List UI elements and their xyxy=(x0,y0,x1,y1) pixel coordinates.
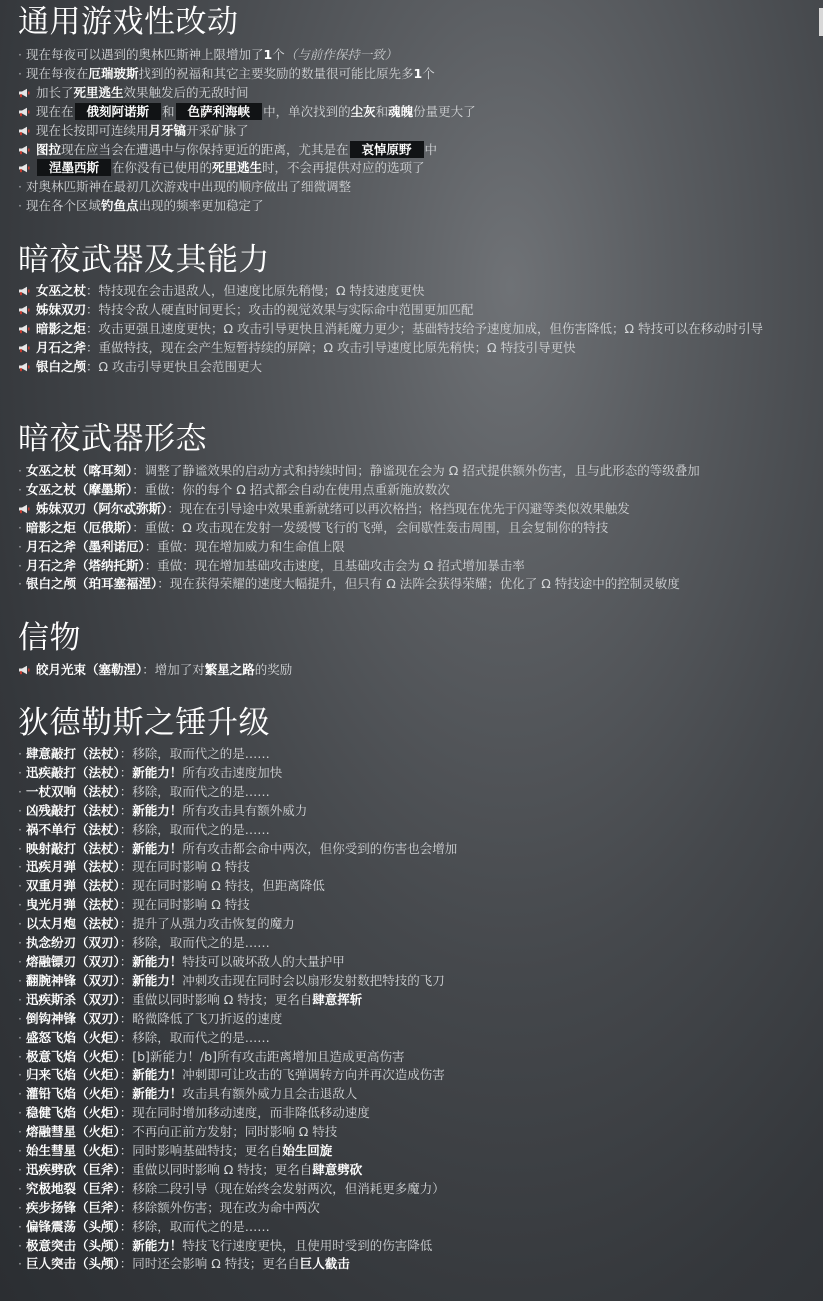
dot-icon: · xyxy=(18,1218,22,1234)
bold-term: 凶残敲打（法杖） xyxy=(25,802,120,818)
dot-icon: · xyxy=(18,764,22,780)
item-text: ：重做以同时影响 Ω 特技；更名自 xyxy=(119,1161,313,1177)
section-daedalus-hammer xyxy=(18,703,458,1272)
bold-term: 肆意挥斩 xyxy=(312,991,363,1007)
bold-term: 姊妹双刃 xyxy=(36,301,87,317)
item-text: ：[b]新能力！/b]所有攻击距离增加且造成更高伤害 xyxy=(119,1048,405,1064)
bold-term: 以太月炮（法杖） xyxy=(25,916,120,932)
dot-icon: · xyxy=(18,1048,22,1064)
dot-icon: · xyxy=(18,65,22,81)
item-text: ： xyxy=(119,1237,133,1253)
item-text: 特技可以破坏敌人的大量护甲 xyxy=(182,953,345,969)
list-item xyxy=(18,1255,818,1274)
item-text: ：特技现在会击退敌人，但速度比原先稍慢；Ω 特技速度更快 xyxy=(86,283,425,298)
item-text: ：现在在引导途中效果重新就绪可以再次格挡；格挡现在优先于闪避等类似效果触发 xyxy=(167,500,630,516)
bold-term: 巨人截击 xyxy=(299,1256,350,1272)
list-item xyxy=(18,745,818,764)
bold-term: 女巫之杖（喀耳刻） xyxy=(25,463,133,478)
location-tag: 俄刻阿诺斯 xyxy=(75,103,162,120)
section-title: 通用游戏性改动 xyxy=(18,4,239,40)
item-list xyxy=(18,661,818,680)
dot-icon: · xyxy=(18,1143,22,1159)
bold-term: 月石之斧 xyxy=(36,339,87,355)
dot-icon: · xyxy=(18,802,22,818)
item-text: ：重做：现在增加基础攻击速度，且基础攻击会为 Ω 招式增加暴击率 xyxy=(144,557,525,573)
dot-icon: · xyxy=(18,897,22,913)
bold-term: 盛怒飞焰（火炬） xyxy=(25,1029,120,1045)
item-text: ：增加了对 xyxy=(142,662,205,677)
list-item xyxy=(18,661,818,680)
bold-term: 始生回旋 xyxy=(282,1143,333,1159)
item-text: ：同时还会影响 Ω 特技；更名自 xyxy=(119,1256,300,1272)
bold-term: 极意飞焰（火炬） xyxy=(25,1048,120,1064)
item-text: ：现在同时影响 Ω 特技 xyxy=(119,859,250,875)
dot-icon: · xyxy=(18,878,22,894)
list-item xyxy=(18,500,818,519)
bold-term: 1 xyxy=(413,65,423,81)
item-text: 找到的祝福和其它主要奖励的数量很可能比原先多 xyxy=(138,65,414,81)
item-text: ： xyxy=(119,1067,133,1083)
dot-icon: · xyxy=(18,1161,22,1177)
item-text: ：移除，取而代之的是…… xyxy=(119,746,270,761)
bold-term: 新能力！ xyxy=(132,802,183,818)
dot-icon: · xyxy=(18,746,22,761)
bold-term: 映射敲打（法杖） xyxy=(25,840,120,856)
dot-icon: · xyxy=(18,859,22,875)
dot-icon: · xyxy=(18,481,22,497)
item-text: ：移除，取而代之的是…… xyxy=(119,935,270,951)
bold-term: 新能力！ xyxy=(132,840,183,856)
item-text: ：不再向正前方发射；同时影响 Ω 特技 xyxy=(119,1124,338,1140)
megaphone-icon xyxy=(18,324,30,334)
bold-term: 归来飞焰（火炬） xyxy=(25,1067,120,1083)
list-item xyxy=(18,1029,818,1048)
bold-term: 1 xyxy=(263,47,273,62)
location-tag: 哀悼原野 xyxy=(350,141,424,158)
item-text: ：重做：Ω 攻击现在发射一发缓慢飞行的飞弹，会间歇性轰击周围，且会复制你的特技 xyxy=(132,519,609,535)
bold-term: 迅疾月弹（法杖） xyxy=(25,859,120,875)
megaphone-icon xyxy=(18,286,30,296)
item-text: 开采矿脉了 xyxy=(186,122,249,138)
item-text: ： xyxy=(119,802,133,818)
item-text: ：现在同时影响 Ω 特技 xyxy=(119,897,250,913)
megaphone-icon xyxy=(18,163,30,173)
item-text: ： xyxy=(119,972,133,988)
item-text: 加长了 xyxy=(36,84,74,100)
item-text: 所有攻击都会命中两次，但你受到的伤害也会增加 xyxy=(182,840,458,856)
dot-icon: · xyxy=(18,198,22,214)
item-text: 时，不会再提供对应的选项了 xyxy=(262,160,425,176)
megaphone-icon xyxy=(18,305,30,315)
item-text: 所有攻击速度加快 xyxy=(182,764,283,780)
list-item xyxy=(18,141,818,160)
item-text: 冲刺即可让攻击的飞弹调转方向并再次造成伤害 xyxy=(182,1067,445,1083)
italic-note: （与前作保持一致） xyxy=(284,47,398,62)
item-text: 个 xyxy=(422,65,435,81)
item-text: 攻击具有额外威力且会击退敌人 xyxy=(182,1086,358,1102)
item-text: ：重做以同时影响 Ω 特技；更名自 xyxy=(119,991,313,1007)
list-item xyxy=(18,65,818,84)
list-item xyxy=(18,991,818,1010)
bold-term: 月牙镐 xyxy=(148,122,187,138)
item-list xyxy=(18,282,818,377)
list-item xyxy=(18,1085,818,1104)
list-item xyxy=(18,84,818,103)
item-text: 和 xyxy=(162,103,175,119)
bold-term: 祸不单行（法杖） xyxy=(25,821,120,837)
bold-term: 死里逃生 xyxy=(212,160,263,176)
item-text: 和 xyxy=(375,103,389,119)
bold-term: 熔融镖刃（双刃） xyxy=(25,953,120,969)
list-item xyxy=(18,320,818,339)
item-text: ：移除，取而代之的是…… xyxy=(119,821,270,837)
dot-icon: · xyxy=(18,463,22,478)
dot-icon: · xyxy=(18,1124,22,1140)
dot-icon: · xyxy=(18,1180,22,1196)
list-item xyxy=(18,1161,818,1180)
megaphone-icon xyxy=(18,107,30,117)
item-text: ：现在获得荣耀的速度大幅提升，但只有 Ω 法阵会获得荣耀；优化了 Ω 特技途中的控制灵敏度 xyxy=(157,576,680,592)
dot-icon: · xyxy=(18,935,22,951)
bold-term: 暗影之炬 xyxy=(36,320,87,336)
item-text: ：移除，取而代之的是…… xyxy=(119,783,270,799)
item-text: ：移除，取而代之的是…… xyxy=(119,1029,270,1045)
dot-icon: · xyxy=(18,953,22,969)
bold-term: 女巫之杖 xyxy=(36,283,87,298)
item-text: 效果触发后的无敌时间 xyxy=(123,84,249,100)
bold-term: 曳光月弹（法杖） xyxy=(25,897,120,913)
item-text: 现在应当会在遭遇中与你保持更近的距离，尤其是在 xyxy=(61,141,349,157)
list-item xyxy=(18,481,818,500)
bold-term: 肆意敲打（法杖） xyxy=(25,746,120,761)
section-title: 暗夜武器形态 xyxy=(18,421,207,457)
list-item xyxy=(18,934,818,953)
item-text: ：重做：你的每个 Ω 招式都会自动在使用点重新施放数次 xyxy=(132,481,450,497)
item-text: 现在各个区域 xyxy=(25,198,101,214)
item-text: ： xyxy=(119,953,133,969)
dot-icon: · xyxy=(18,1086,22,1102)
dot-icon: · xyxy=(18,991,22,1007)
item-text: ：现在同时影响 Ω 特技，但距离降低 xyxy=(119,878,325,894)
list-item xyxy=(18,1218,818,1237)
list-item xyxy=(18,197,818,216)
item-text: 现在在 xyxy=(36,103,74,119)
megaphone-icon xyxy=(18,88,30,98)
dot-icon: · xyxy=(18,916,22,932)
item-text: ：Ω 攻击引导更快且会范围更大 xyxy=(86,358,263,374)
item-text: ：特技令敌人硬直时间更长；攻击的视觉效果与实际命中范围更加匹配 xyxy=(86,301,474,317)
list-item xyxy=(18,896,818,915)
megaphone-icon xyxy=(18,362,30,372)
item-text: ：同时影响基础特技；更名自 xyxy=(119,1143,283,1159)
dot-icon: · xyxy=(18,576,22,592)
dot-icon: · xyxy=(18,783,22,799)
bold-term: 新能力！ xyxy=(132,1067,183,1083)
section-night-weapons xyxy=(18,240,764,374)
bold-term: 新能力！ xyxy=(132,1086,183,1102)
bold-term: 灌铅飞焰（火炬） xyxy=(25,1086,120,1102)
bold-term: 巨人突击（头颅） xyxy=(25,1256,120,1272)
list-item xyxy=(18,953,818,972)
bold-term: 始生彗星（火炬） xyxy=(25,1143,120,1159)
bold-term: 极意突击（头颅） xyxy=(25,1237,120,1253)
item-text: ： xyxy=(119,764,133,780)
item-list xyxy=(18,745,818,1274)
dot-icon: · xyxy=(18,821,22,837)
section-title: 狄德勒斯之锤升级 xyxy=(18,705,270,741)
list-item xyxy=(18,358,818,377)
bold-term: 倒钩神锋（双刃） xyxy=(25,1010,120,1026)
bold-term: 钓鱼点 xyxy=(101,198,139,214)
item-text: ： xyxy=(119,840,133,856)
list-item xyxy=(18,915,818,934)
list-item xyxy=(18,840,818,859)
bold-term: 熔融彗星（火炬） xyxy=(25,1124,120,1140)
list-item xyxy=(18,1010,818,1029)
item-text: ：调整了静谧效果的启动方式和持续时间；静谧现在会为 Ω 招式提供额外伤害，且与此形态的等级叠加 xyxy=(132,463,700,478)
item-text: 所有攻击具有额外威力 xyxy=(182,802,308,818)
dot-icon: · xyxy=(18,1237,22,1253)
item-text: 现在每夜在 xyxy=(25,65,89,81)
item-text: ：提升了从强力攻击恢复的魔力 xyxy=(119,916,295,932)
list-item xyxy=(18,858,818,877)
bold-term: 迅疾敲打（法杖） xyxy=(25,764,120,780)
list-item xyxy=(18,764,818,783)
bold-term: 一杖双响（法杖） xyxy=(25,783,120,799)
bold-term: 繁星之路 xyxy=(204,662,255,677)
bold-term: 偏锋震荡（头颅） xyxy=(25,1218,120,1234)
bold-term: 翻腕神锋（双刃） xyxy=(25,972,120,988)
item-text: 出现的频率更加稳定了 xyxy=(138,198,264,214)
location-tag: 涅墨西斯 xyxy=(37,159,111,176)
bold-term: 稳健飞焰（火炬） xyxy=(25,1105,120,1121)
bold-term: 死里逃生 xyxy=(73,84,124,100)
list-item xyxy=(18,575,818,594)
bold-term: 迅疾斯杀（双刃） xyxy=(25,991,120,1007)
item-text: 中 xyxy=(424,141,438,157)
bold-term: 新能力！ xyxy=(132,1237,183,1253)
item-text: ：攻击更强且速度更快；Ω 攻击引导更快且消耗魔力更少；基础特技给予速度加成，但伤害降低；Ω 特技可以在移动时引导 xyxy=(86,320,764,336)
dot-icon: · xyxy=(18,1067,22,1083)
bold-term: 肆意劈砍 xyxy=(312,1161,363,1177)
dot-icon: · xyxy=(18,1010,22,1026)
dot-icon: · xyxy=(18,1256,22,1272)
item-text: 在你没有已使用的 xyxy=(112,160,213,176)
list-item xyxy=(18,282,818,301)
bold-term: 新能力！ xyxy=(132,972,183,988)
dot-icon: · xyxy=(18,179,22,195)
bold-term: 银白之颅 xyxy=(36,358,87,374)
bold-term: 厄瑞玻斯 xyxy=(88,65,139,81)
list-item xyxy=(18,1066,818,1085)
item-text: ：移除，取而代之的是…… xyxy=(119,1218,270,1234)
bold-term: 新能力！ xyxy=(132,953,183,969)
item-text: ：移除额外伤害；现在改为命中两次 xyxy=(119,1199,320,1215)
list-item xyxy=(18,783,818,802)
item-text: 冲刺攻击现在同时会以扇形发射数把特技的飞刀 xyxy=(182,972,445,988)
megaphone-icon xyxy=(18,504,30,514)
list-item xyxy=(18,1142,818,1161)
item-text: 现在长按即可连续用 xyxy=(36,122,149,138)
dot-icon: · xyxy=(18,557,22,573)
list-item xyxy=(18,462,818,481)
item-text: 个 xyxy=(272,47,285,62)
bold-term: 尘灰 xyxy=(350,103,376,119)
list-item xyxy=(18,1104,818,1123)
bold-term: 执念纷刃（双刃） xyxy=(25,935,120,951)
list-item xyxy=(18,821,818,840)
bold-term: 姊妹双刃（阿尔忒弥斯） xyxy=(36,500,168,516)
bold-term: 究极地裂（巨斧） xyxy=(25,1180,120,1196)
list-item xyxy=(18,519,818,538)
megaphone-icon xyxy=(18,343,30,353)
megaphone-icon xyxy=(18,665,30,675)
bold-term: 月石之斧（塔纳托斯） xyxy=(25,557,145,573)
dot-icon: · xyxy=(18,972,22,988)
list-item xyxy=(18,802,818,821)
section-title: 暗夜武器及其能力 xyxy=(18,242,270,278)
bold-term: 图拉 xyxy=(36,141,62,157)
item-text: 的奖励 xyxy=(254,662,293,677)
location-tag: 色萨利海峡 xyxy=(176,103,263,120)
dot-icon: · xyxy=(18,519,22,535)
list-item xyxy=(18,178,818,197)
item-text: ：重做特技，现在会产生短暂持续的屏障；Ω 攻击引导速度比原先稍快；Ω 特技引导更快 xyxy=(86,339,576,355)
list-item xyxy=(18,1199,818,1218)
list-item xyxy=(18,159,818,178)
bold-term: 疾步扬锋（巨斧） xyxy=(25,1199,120,1215)
megaphone-icon xyxy=(18,126,30,136)
list-item xyxy=(18,122,818,141)
dot-icon: · xyxy=(18,1105,22,1121)
list-item xyxy=(18,301,818,320)
bold-term: 月石之斧（墨利诺厄） xyxy=(25,538,145,554)
dot-icon: · xyxy=(18,840,22,856)
dot-icon: · xyxy=(18,47,22,62)
bold-term: 魂魄 xyxy=(388,103,414,119)
item-text: 中，单次找到的 xyxy=(263,103,351,119)
bold-term: 皎月光束（塞勒涅） xyxy=(36,662,143,677)
section-title: 信物 xyxy=(18,620,81,656)
item-text: 现在每夜可以遇到的奥林匹斯神上限增加了 xyxy=(25,47,264,62)
list-item xyxy=(18,1180,818,1199)
bold-term: 新能力！ xyxy=(132,764,183,780)
list-item xyxy=(18,1237,818,1256)
item-text: ：略微降低了飞刀折返的速度 xyxy=(119,1010,283,1026)
list-item xyxy=(18,538,818,557)
megaphone-icon xyxy=(18,145,30,155)
item-text: 对奥林匹斯神在最初几次游戏中出现的顺序做出了细微调整 xyxy=(25,179,351,195)
list-item xyxy=(18,339,818,358)
item-text: ： xyxy=(119,1086,133,1102)
section-keepsakes xyxy=(18,618,293,677)
item-list xyxy=(18,462,818,594)
dot-icon: · xyxy=(18,1029,22,1045)
item-text: 特技飞行速度更快，且使用时受到的伤害降低 xyxy=(182,1237,433,1253)
dot-icon: · xyxy=(18,1199,22,1215)
list-item xyxy=(18,972,818,991)
window-edge xyxy=(819,8,823,36)
list-item xyxy=(18,46,818,65)
list-item xyxy=(18,103,818,122)
bold-term: 银白之颅（珀耳塞福涅） xyxy=(25,576,158,592)
list-item xyxy=(18,1123,818,1142)
list-item xyxy=(18,877,818,896)
bold-term: 双重月弹（法杖） xyxy=(25,878,120,894)
list-item xyxy=(18,557,818,576)
bold-term: 迅疾劈砍（巨斧） xyxy=(25,1161,120,1177)
section-weapon-aspects xyxy=(18,419,700,592)
list-item xyxy=(18,1048,818,1067)
item-list xyxy=(18,46,818,216)
item-text: ：移除二段引导（现在始终会发射两次，但消耗更多魔力） xyxy=(119,1180,445,1196)
bold-term: 暗影之炬（厄俄斯） xyxy=(25,519,133,535)
item-text: ：现在同时增加移动速度，而非降低移动速度 xyxy=(119,1105,370,1121)
bold-term: 女巫之杖（摩墨斯） xyxy=(25,481,133,497)
section-general-gameplay xyxy=(18,2,476,214)
item-text: 份量更大了 xyxy=(413,103,476,119)
item-text: ：重做：现在增加威力和生命值上限 xyxy=(144,538,345,554)
dot-icon: · xyxy=(18,538,22,554)
